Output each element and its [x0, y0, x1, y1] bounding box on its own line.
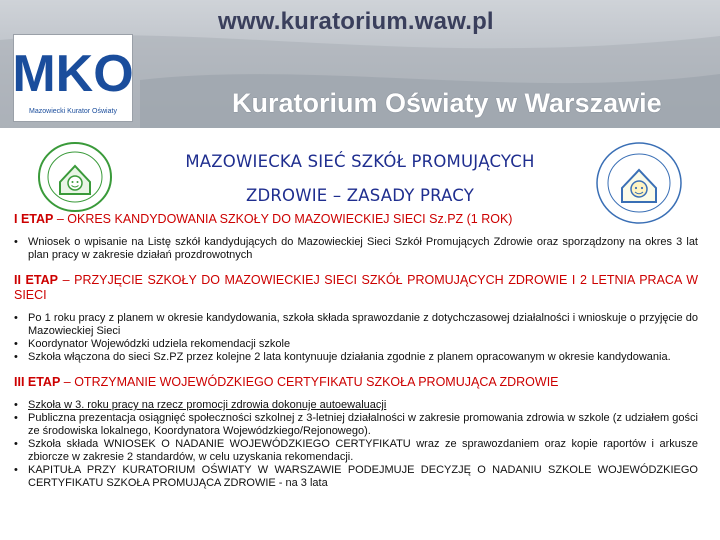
etap-3-bullet-2: Publiczna prezentacja osiągnięć społeczności szkolnej z 3-letniej działalności w zakresie promowania zdrowia w szkole (z udziałem gości ze środowiska lokalnego, Koordynatora Wojewódzkiego/Rejonowego).: [28, 412, 698, 437]
list-item: [14, 399, 698, 412]
szkola-promujaca-zdrowie-badge-green-icon: [36, 140, 114, 214]
etap-3-text: – OTRZYMANIE WOJEWÓDZKIEGO CERTYFIKATU SZKOŁA PROMUJĄCA ZDROWIE: [60, 375, 559, 389]
etap-1-bullet-1: Wniosek o wpisanie na Listę szkół kandydujących do Mazowieckiej Sieci Szkół Promujących Zdrowie oraz sporządzony na okres 3 lat plan pracy w zakresie działań prozdrowotnych: [28, 236, 698, 261]
mko-logo: [13, 34, 133, 122]
etap-3-bullet-4: KAPITUŁA PRZY KURATORIUM OŚWIATY W WARSZAWIE PODEJMUJE DECYZJĘ O NADANIU SZKOLE WOJEWÓDZKIEGO CERTYFIKATU SZKOŁA PROMUJĄCA ZDROWIE - na 3 lata: [28, 464, 698, 489]
bullet: •: [14, 399, 18, 411]
bullet: •: [14, 351, 18, 363]
mko-logo-icon: [14, 35, 132, 105]
etap-3-bullet-1: Szkoła w 3. roku pracy na rzecz promocji zdrowia dokonuje autoewaluacji: [28, 399, 387, 411]
list-item: [14, 464, 698, 490]
list-item: [14, 236, 698, 262]
etap-1-heading: [14, 212, 698, 227]
subtitle-line-2: ZDROWIE – ZASADY PRACY: [245, 186, 475, 205]
etap-2-bullet-2: Koordynator Wojewódzki udziela rekomendacji szkole: [28, 338, 291, 350]
etap-2-heading: [14, 273, 698, 303]
page-title: Kuratorium Oświaty w Warszawie: [232, 88, 662, 118]
etap-3-bullet-3: Szkoła składa WNIOSEK O NADANIE WOJEWÓDZKIEGO CERTYFIKATU wraz ze sprawozdaniem oraz kopie raportów i arkusze zbiorcze w zakresie 2 standardów, w celu uzyskania rekomendacji.: [28, 438, 698, 463]
etap-2-label: II ETAP: [14, 273, 58, 287]
etap-2-text: – PRZYJĘCIE SZKOŁY DO MAZOWIECKIEJ SIECI SZKÓŁ PROMUJĄCYCH ZDROWIE I 2 LETNIA PRACA W SIECI: [14, 273, 698, 302]
etap-2-bullet-3: Szkoła włączona do sieci Sz.PZ przez kolejne 2 lata kontynuuje działania zgodnie z planem opracowanym w okresie kandydowania.: [28, 351, 671, 363]
svg-text:MKO: MKO: [14, 45, 132, 103]
etap-3-heading: [14, 375, 698, 390]
etap-3-label: III ETAP: [14, 375, 61, 389]
list-item: [14, 412, 698, 438]
bullet: •: [14, 338, 18, 350]
list-item: [14, 312, 698, 338]
content: [14, 212, 698, 490]
bullet: •: [14, 412, 18, 424]
bullet: •: [14, 464, 18, 476]
site-url[interactable]: www.kuratorium.waw.pl: [218, 8, 494, 35]
header-banner: [0, 0, 720, 128]
subtitle-line-1: MAZOWIECKA SIEĆ SZKÓŁ PROMUJĄCYCH: [185, 152, 535, 171]
bullet: •: [14, 438, 18, 450]
list-item: [14, 338, 698, 351]
bullet: •: [14, 312, 18, 324]
etap-1-label: I ETAP: [14, 212, 54, 226]
etap-2-bullet-1: Po 1 roku pracy z planem w okresie kandydowania, szkoła składa sprawozdanie z dotychczasowej działalności i wnioskuje o przyjęcie do Mazowieckiej Sieci: [28, 312, 698, 337]
logo-caption: Mazowiecki Kurator Oświaty: [29, 108, 117, 115]
list-item: [14, 438, 698, 464]
etap-1-text: – OKRES KANDYDOWANIA SZKOŁY DO MAZOWIECKIEJ SIECI Sz.PZ (1 ROK): [53, 212, 513, 226]
list-item: [14, 351, 698, 364]
badge-green: [36, 140, 114, 214]
bullet: •: [14, 236, 18, 248]
